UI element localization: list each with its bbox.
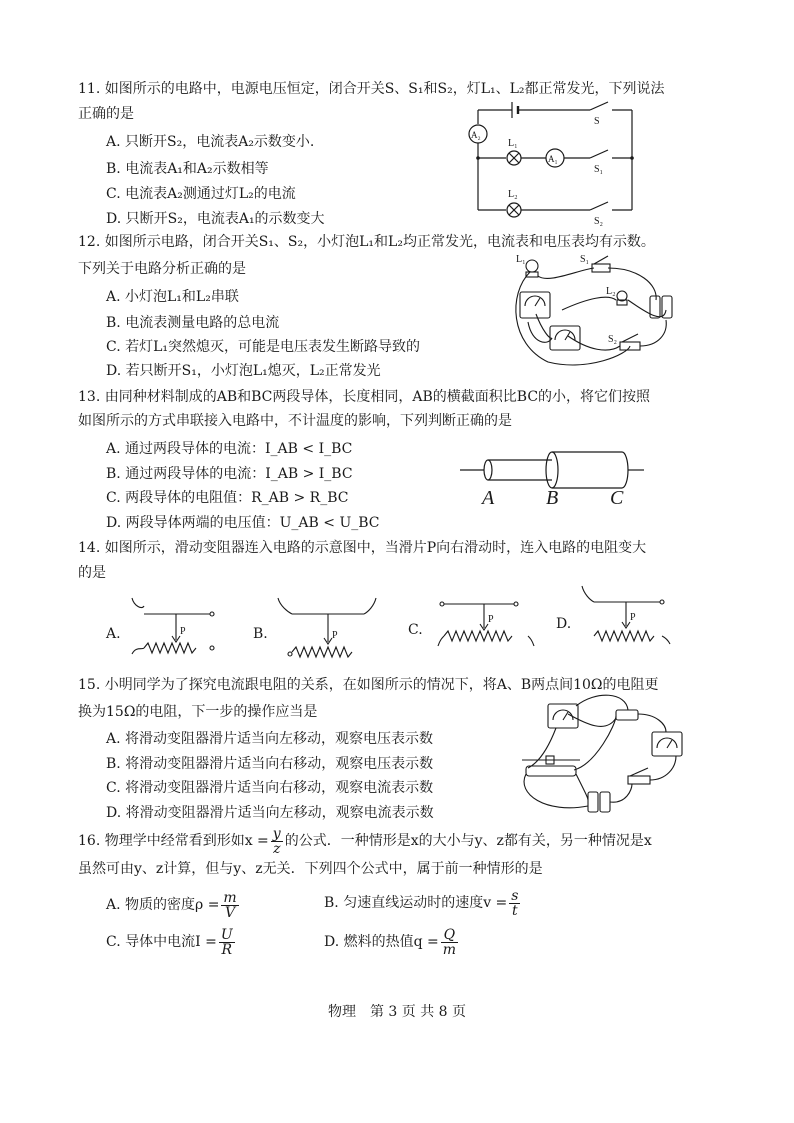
q14-option-b-letter[interactable]: B. (253, 626, 268, 642)
q16-stem-pre: 16. 物理学中经常看到形如x = (78, 833, 269, 849)
q15-option-a[interactable]: A. 将滑动变阻器滑片适当向左移动，观察电压表示数 (106, 731, 434, 747)
q13-option-a[interactable]: A. 通过两段导体的电流：I_AB < I_BC (106, 441, 353, 457)
q16-d-den: m (442, 941, 457, 958)
q16-option-b[interactable] (324, 886, 522, 920)
q16-d-num: Q (441, 928, 458, 943)
q14-c-label-p: P (488, 614, 494, 625)
q12-stem-line1: 12. 如图所示电路，闭合开关S₁、S₂，小灯泡L₁和L₂均正常发光，电流表和电压表均有示数。 (78, 234, 655, 250)
q13-stem-line1: 13. 由同种材料制成的AB和BC两段导体，长度相同，AB的横截面积比BC的小，将它们按照 (78, 389, 651, 405)
q16-frac-num: y (272, 825, 281, 842)
q11-label-l2: L₂ (508, 189, 518, 200)
q16-b-den: t (512, 902, 518, 919)
q13-label-a: A (482, 487, 495, 509)
q15-option-b[interactable]: B. 将滑动变阻器滑片适当向右移动，观察电压表示数 (106, 756, 434, 772)
q16-option-a-text: A. 物质的密度ρ = (106, 897, 220, 913)
q15-option-d[interactable]: D. 将滑动变阻器滑片适当向左移动，观察电流表示数 (106, 805, 434, 821)
q13-option-d[interactable]: D. 两段导体两端的电压值：U_AB < U_BC (106, 515, 380, 531)
q16-frac-den: z (273, 840, 281, 857)
q16-c-num: U (220, 926, 233, 943)
q13-conductor-diagram (460, 448, 644, 509)
q14-option-d-rheostat[interactable] (580, 584, 672, 646)
q16-b-num: s (511, 887, 519, 904)
q14-option-c-rheostat[interactable] (434, 596, 538, 652)
q14-option-b-rheostat[interactable] (276, 592, 380, 662)
q11-label-a1: A₁ (548, 154, 558, 164)
q11-label-s: S (594, 116, 600, 127)
q11-label-s2: S₂ (594, 216, 604, 227)
q16-stem-line2: 虽然可由y、z计算，但与y、z无关．下列四个公式中，属于前一种情形的是 (78, 861, 543, 877)
q13-stem-line2: 如图所示的方式串联接入电路中，不计温度的影响，下列判断正确的是 (78, 413, 512, 429)
q15-experiment-picture (516, 694, 692, 820)
q16-option-b-text: B. 匀速直线运动时的速度v = (324, 895, 508, 911)
q12-label-s1: S₁ (580, 254, 590, 265)
q12-option-d[interactable]: D. 若只断开S₁，小灯泡L₁熄灭，L₂正常发光 (106, 363, 381, 379)
q16-option-a-fraction (221, 891, 238, 920)
page-footer: 物理 第 3 页 共 8 页 (327, 1004, 467, 1020)
q14-d-label-p: P (630, 612, 636, 623)
q14-a-label-p: P (180, 626, 186, 637)
q16-a-num: m (223, 889, 237, 906)
q11-label-s1: S₁ (594, 164, 604, 175)
q12-option-c[interactable]: C. 若灯L₁突然熄灭，可能是电压表发生断路导致的 (106, 339, 421, 355)
q16-option-d-fraction (441, 928, 458, 957)
q16-option-c[interactable] (106, 925, 237, 959)
q12-label-l2: L₂ (606, 286, 616, 297)
q11-option-b[interactable]: B. 电流表A₁和A₂示数相等 (106, 161, 269, 177)
q11-option-d[interactable]: D. 只断开S₂，电流表A₁的示数变大 (106, 211, 325, 227)
q15-stem-line2: 换为15Ω的电阻，下一步的操作应当是 (78, 704, 318, 720)
q11-label-l1: L₁ (508, 138, 518, 149)
q16-option-c-fraction (219, 928, 235, 957)
q13-label-c: C (610, 487, 624, 509)
q15-option-c[interactable]: C. 将滑动变阻器滑片适当向右移动，观察电流表示数 (106, 780, 434, 796)
q16-a-den: V (225, 904, 236, 921)
q12-option-a[interactable]: A. 小灯泡L₁和L₂串联 (106, 289, 239, 305)
q15-stem-line1: 15. 小明同学为了探究电流跟电阻的关系，在如图所示的情况下，将A、B两点间10Ω的电阻更 (78, 677, 659, 693)
q11-label-a2: A₂ (471, 130, 481, 140)
q11-option-a[interactable]: A. 只断开S₂，电流表A₂示数变小. (106, 134, 315, 150)
q16-option-a[interactable] (106, 888, 241, 922)
q14-stem-line1: 14. 如图所示，滑动变阻器连入电路的示意图中，当滑片P向右滑动时，连入电路的电阻变大 (78, 540, 647, 556)
q16-stem-post: 的公式．一种情形是x的大小与y、z都有关，另一种情况是x (284, 833, 652, 849)
q13-label-b: B (546, 487, 559, 509)
q11-stem-line2: 正确的是 (78, 106, 134, 122)
q12-label-l1: L₁ (516, 254, 526, 265)
q16-option-d[interactable] (324, 925, 460, 959)
q16-option-b-fraction (509, 889, 520, 918)
q16-stem-fraction (271, 827, 283, 856)
q14-b-label-p: P (332, 630, 338, 641)
q14-option-c-letter[interactable]: C. (408, 622, 423, 638)
q14-option-a-rheostat[interactable] (130, 592, 222, 662)
q11-circuit-diagram (462, 96, 642, 227)
q16-stem-line1 (78, 826, 652, 856)
q13-option-b[interactable]: B. 通过两段导体的电流：I_AB > I_BC (106, 466, 353, 482)
q16-option-d-text: D. 燃料的热值q = (324, 934, 439, 950)
q12-stem-line2: 下列关于电路分析正确的是 (78, 261, 246, 277)
q14-stem-line2: 的是 (78, 565, 106, 581)
q14-option-a-letter[interactable]: A. (106, 626, 121, 642)
q14-option-d-letter[interactable]: D. (556, 616, 572, 632)
q16-option-c-text: C. 导体中电流I = (106, 934, 217, 950)
q11-stem-line1: 11. 如图所示的电路中，电源电压恒定，闭合开关S、S₁和S₂，灯L₁、L₂都正常发光，下列说法 (78, 81, 665, 97)
q16-c-den: R (221, 941, 232, 958)
q12-circuit-picture (508, 254, 678, 372)
q12-label-s2: S₂ (608, 334, 618, 345)
q13-option-c[interactable]: C. 两段导体的电阻值：R_AB > R_BC (106, 490, 349, 506)
q12-option-b[interactable]: B. 电流表测量电路的总电流 (106, 315, 280, 331)
q11-option-c[interactable]: C. 电流表A₂测通过灯L₂的电流 (106, 186, 296, 202)
